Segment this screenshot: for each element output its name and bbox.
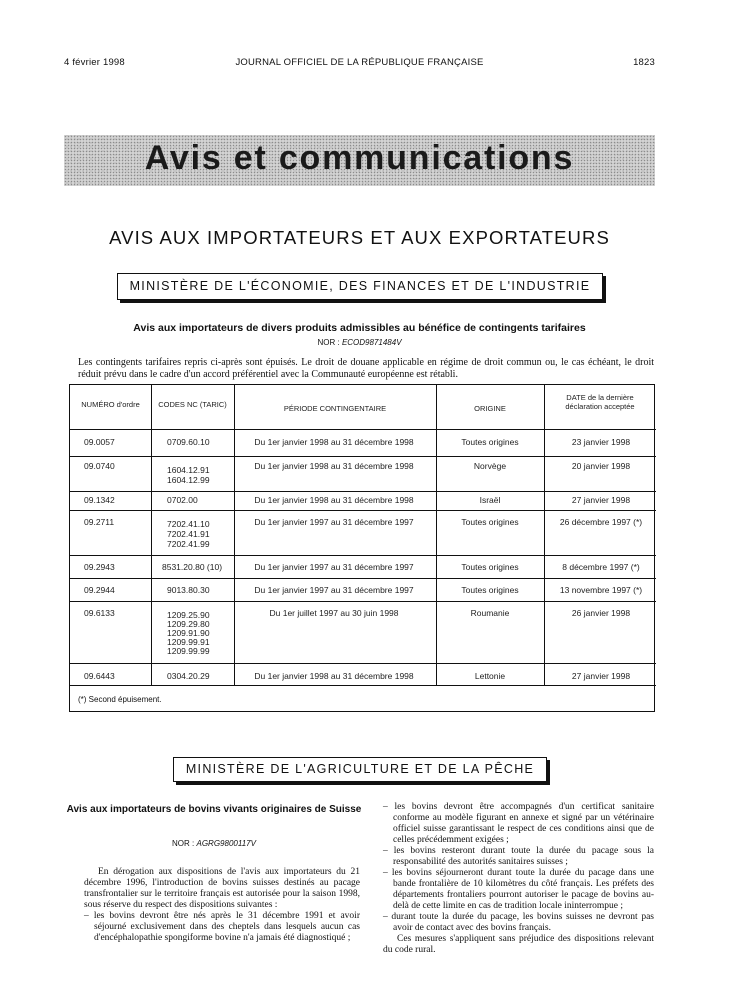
cell-period: Du 1er janvier 1998 au 31 décembre 1998 <box>254 437 414 447</box>
cell-date: 13 novembre 1997 (*) <box>559 585 643 595</box>
notice-nor <box>64 338 655 347</box>
cell-period: Du 1er janvier 1997 au 31 décembre 1997 <box>254 562 414 572</box>
table-footnote: (*) Second épuisement. <box>78 695 162 704</box>
cell-code: 7202.41.91 <box>167 529 210 539</box>
cell-origin: Israël <box>479 495 501 505</box>
ministry-heading-agriculture: MINISTÈRE DE L'AGRICULTURE ET DE LA PÊCHE <box>173 757 547 782</box>
col-header-period: PÉRIODE CONTINGENTAIRE <box>283 404 387 413</box>
nor-label: NOR : <box>317 338 340 347</box>
cell-origin: Norvège <box>473 461 507 471</box>
cell-period: Du 1er juillet 1997 au 30 juin 1998 <box>269 608 399 618</box>
col-header-origin: ORIGINE <box>474 404 506 413</box>
cell-code: 7202.41.99 <box>167 539 210 549</box>
nor-label: NOR : <box>172 839 195 848</box>
notice-title-bovins: Avis aux importateurs de bovins vivants originaires de Suisse <box>66 804 362 815</box>
paragraph: Ces mesures s'appliquent sans préjudice des dispositions relevant du code rural. <box>383 934 654 955</box>
cell-code: 1209.29.80 <box>167 619 210 629</box>
col-header-num: NUMÉRO d'ordre <box>81 400 140 409</box>
cell-code: 7202.41.10 <box>167 519 210 529</box>
cell-period: Du 1er janvier 1998 au 31 décembre 1998 <box>254 495 414 505</box>
cell-code: 0702.00 <box>167 495 198 505</box>
notice-nor-bovins <box>64 839 364 848</box>
cell-code: 8531.20.80 (10) <box>162 562 223 572</box>
cell-date: 27 janvier 1998 <box>571 495 631 505</box>
cell-date: 20 janvier 1998 <box>571 461 631 471</box>
cell-num: 09.2711 <box>84 517 115 527</box>
cell-num: 09.2944 <box>84 585 115 595</box>
list-item: – les bovins devront être nés après le 31 décembre 1991 et avoir séjourné exclusivement dans des cheptels dans lesquels aucun cas d'encéphalopathie spongiforme bovine n'a jamais été diagnostiqué ; <box>84 911 360 944</box>
cell-num: 09.2943 <box>84 562 115 572</box>
nor-code: ECOD9871484V <box>341 338 402 347</box>
cell-origin: Toutes origines <box>461 517 519 527</box>
cell-num: 09.6133 <box>84 608 115 618</box>
cell-num: 09.0740 <box>84 461 115 471</box>
cell-code: 1209.99.99 <box>167 646 210 656</box>
cell-code: 1604.12.99 <box>167 475 210 485</box>
list-item: – les bovins resteront durant toute la durée du pacage sous la responsabilité des autorités sanitaires suisses ; <box>383 846 654 868</box>
cell-code: 0709.60.10 <box>167 437 210 447</box>
cell-origin: Toutes origines <box>461 562 519 572</box>
header-date: 4 février 1998 <box>64 57 125 68</box>
banner-title: Avis et communications <box>144 139 575 177</box>
cell-num: 09.0057 <box>84 437 115 447</box>
list-item: – durant toute la durée du pacage, les bovins suisses ne devront pas avoir de contact avec des bovins français. <box>383 912 654 934</box>
notice-intro: Les contingents tarifaires repris ci-après sont épuisés. Le droit de douane applicable en régime de droit commun ou, le cas échéant, le droit réduit prévu dans le cadre d'un accord préférentiel avec la Communauté européenne est rétabli. <box>78 357 654 380</box>
list-item: – les bovins devront être accompagnés d'un certificat sanitaire conforme au modèle figurant en annexe et signé par un vétérinaire officiel suisse garantissant le respect de ces conditions ainsi que de celles précédemment exigées ; <box>383 802 654 846</box>
cell-origin: Roumanie <box>470 608 510 618</box>
ministry-heading-economy: MINISTÈRE DE L'ÉCONOMIE, DES FINANCES ET DE L'INDUSTRIE <box>117 273 603 300</box>
header-page-number: 1823 <box>633 57 655 68</box>
cell-period: Du 1er janvier 1997 au 31 décembre 1997 <box>254 517 414 527</box>
right-column-text <box>383 802 654 956</box>
cell-code: 9013.80.30 <box>167 585 210 595</box>
header-journal: JOURNAL OFFICIEL DE LA RÉPUBLIQUE FRANÇAISE <box>235 57 484 68</box>
cell-origin: Toutes origines <box>461 437 519 447</box>
cell-code: 1209.91.90 <box>167 628 210 638</box>
contingents-table <box>69 384 655 712</box>
col-header-date: DATE de la dernière déclaration acceptée <box>565 393 635 411</box>
cell-code: 0304.20.29 <box>167 671 210 681</box>
cell-code: 1209.99.91 <box>167 637 210 647</box>
nor-code: AGRG9800117V <box>196 839 256 848</box>
col-header-codes: CODES NC (TARIC) <box>158 400 227 409</box>
cell-date: 26 janvier 1998 <box>571 608 631 618</box>
section-banner <box>64 135 655 186</box>
cell-period: Du 1er janvier 1998 au 31 décembre 1998 <box>254 461 414 471</box>
paragraph: En dérogation aux dispositions de l'avis aux importateurs du 21 décembre 1996, l'introduction de bovins suisses destinés au pacage transfrontalier sur le territoire français est autorisée pour la saison 1998, sous réserve du respect des dispositions suivantes : <box>84 867 360 910</box>
list-item: – les bovins séjourneront durant toute la durée du pacage dans une bande frontalière de 10 kilomètres du côté français. Les préfets des départements frontaliers pourront autoriser le pacage de bovins au-delà de cette limite en cas de tradition locale ininterrompue ; <box>383 868 654 912</box>
cell-date: 26 décembre 1997 (*) <box>559 517 643 527</box>
cell-origin: Lettonie <box>474 671 506 681</box>
cell-num: 09.6443 <box>84 671 115 681</box>
cell-num: 09.1342 <box>84 495 115 505</box>
cell-period: Du 1er janvier 1997 au 31 décembre 1997 <box>254 585 414 595</box>
cell-period: Du 1er janvier 1998 au 31 décembre 1998 <box>254 671 414 681</box>
left-column-text <box>84 867 360 944</box>
cell-code: 1604.12.91 <box>167 465 210 475</box>
section-title: AVIS AUX IMPORTATEURS ET AUX EXPORTATEURS <box>109 227 610 248</box>
notice-title-contingents: Avis aux importateurs de divers produits admissibles au bénéfice de contingents tarifaires <box>133 322 586 334</box>
cell-origin: Toutes origines <box>461 585 519 595</box>
cell-date: 8 décembre 1997 (*) <box>562 562 640 572</box>
cell-date: 27 janvier 1998 <box>571 671 631 681</box>
cell-date: 23 janvier 1998 <box>571 437 631 447</box>
cell-code: 1209.25.90 <box>167 610 210 620</box>
